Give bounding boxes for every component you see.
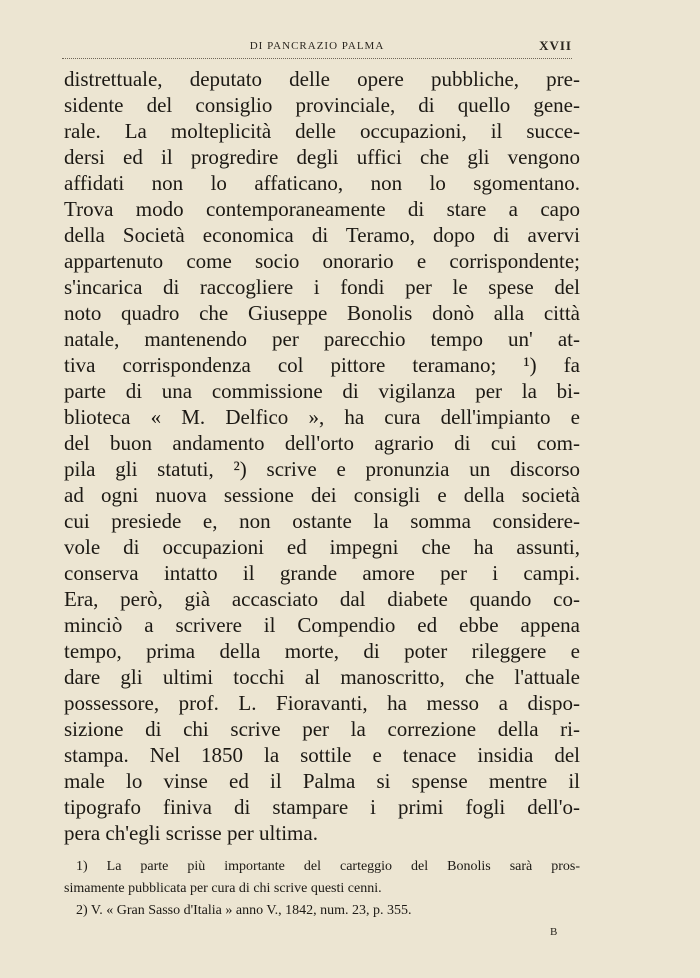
text-line: sizione di chi scrive per la correzione della ri- bbox=[64, 717, 580, 741]
footnote-1-continuation: simamente pubblicata per cura di chi scrive questi cenni. bbox=[64, 881, 382, 896]
text-line: cui presiede e, non ostante la somma considere- bbox=[64, 509, 580, 533]
text-line: male lo vinse ed il Palma si spense mentre il bbox=[64, 769, 580, 793]
text-line: della Società economica di Teramo, dopo di avervi bbox=[64, 223, 580, 247]
text-line: appartenuto come socio onorario e corrispondente; bbox=[64, 249, 580, 273]
text-line: sidente del consiglio provinciale, di quello gene- bbox=[64, 93, 580, 117]
running-title: DI PANCRAZIO PALMA bbox=[249, 40, 385, 52]
text-line: parte di una commissione di vigilanza per la bi- bbox=[64, 379, 580, 403]
text-line: conserva intatto il grande amore per i campi. bbox=[64, 561, 580, 585]
body-text bbox=[64, 66, 580, 846]
signature-mark: B bbox=[550, 926, 558, 938]
text-line: natale, mantenendo per parecchio tempo un' at- bbox=[64, 327, 580, 351]
text-line: tempo, prima della morte, di poter rileggere e bbox=[64, 639, 580, 663]
text-line: ad ogni nuova sessione dei consigli e della società bbox=[64, 483, 580, 507]
text-line: dare gli ultimi tocchi al manoscritto, che l'attuale bbox=[64, 665, 580, 689]
text-line: dersi ed il progredire degli uffici che gli vengono bbox=[64, 145, 580, 169]
text-line: minciò a scrivere il Compendio ed ebbe appena bbox=[64, 613, 580, 637]
text-line: noto quadro che Giuseppe Bonolis donò alla città bbox=[64, 301, 580, 325]
running-header bbox=[62, 36, 572, 59]
text-line: tipografo finiva di stampare i primi fogli dell'o- bbox=[64, 795, 580, 819]
footnote-1: 1) La parte più importante del carteggio del Bonolis sarà pros- bbox=[76, 859, 580, 874]
text-line: pila gli statuti, ²) scrive e pronunzia un discorso bbox=[64, 457, 580, 481]
text-line: Trova modo contemporaneamente di stare a capo bbox=[64, 197, 580, 221]
text-line: s'incarica di raccogliere i fondi per le spese del bbox=[64, 275, 580, 299]
text-line: affidati non lo affaticano, non lo sgomentano. bbox=[64, 171, 580, 195]
text-line: tiva corrispondenza col pittore teramano; ¹) fa bbox=[64, 353, 580, 377]
text-line: del buon andamento dell'orto agrario di cui com- bbox=[64, 431, 580, 455]
text-line: rale. La molteplicità delle occupazioni, il succe- bbox=[64, 119, 580, 143]
text-line: pera ch'egli scrisse per ultima. bbox=[64, 821, 318, 845]
text-line: Era, però, già accasciato dal diabete quando co- bbox=[64, 587, 580, 611]
text-line: blioteca « M. Delfico », ha cura dell'impianto e bbox=[64, 405, 580, 429]
text-line: stampa. Nel 1850 la sottile e tenace insidia del bbox=[64, 743, 580, 767]
text-line: vole di occupazioni ed impegni che ha assunti, bbox=[64, 535, 580, 559]
page-number: XVII bbox=[539, 38, 572, 53]
footnotes bbox=[64, 856, 580, 922]
text-line: possessore, prof. L. Fioravanti, ha messo a dispo- bbox=[64, 691, 580, 715]
footnote-2: 2) V. « Gran Sasso d'Italia » anno V., 1842, num. 23, p. 355. bbox=[76, 903, 412, 918]
text-line: distrettuale, deputato delle opere pubbliche, pre- bbox=[64, 67, 580, 91]
